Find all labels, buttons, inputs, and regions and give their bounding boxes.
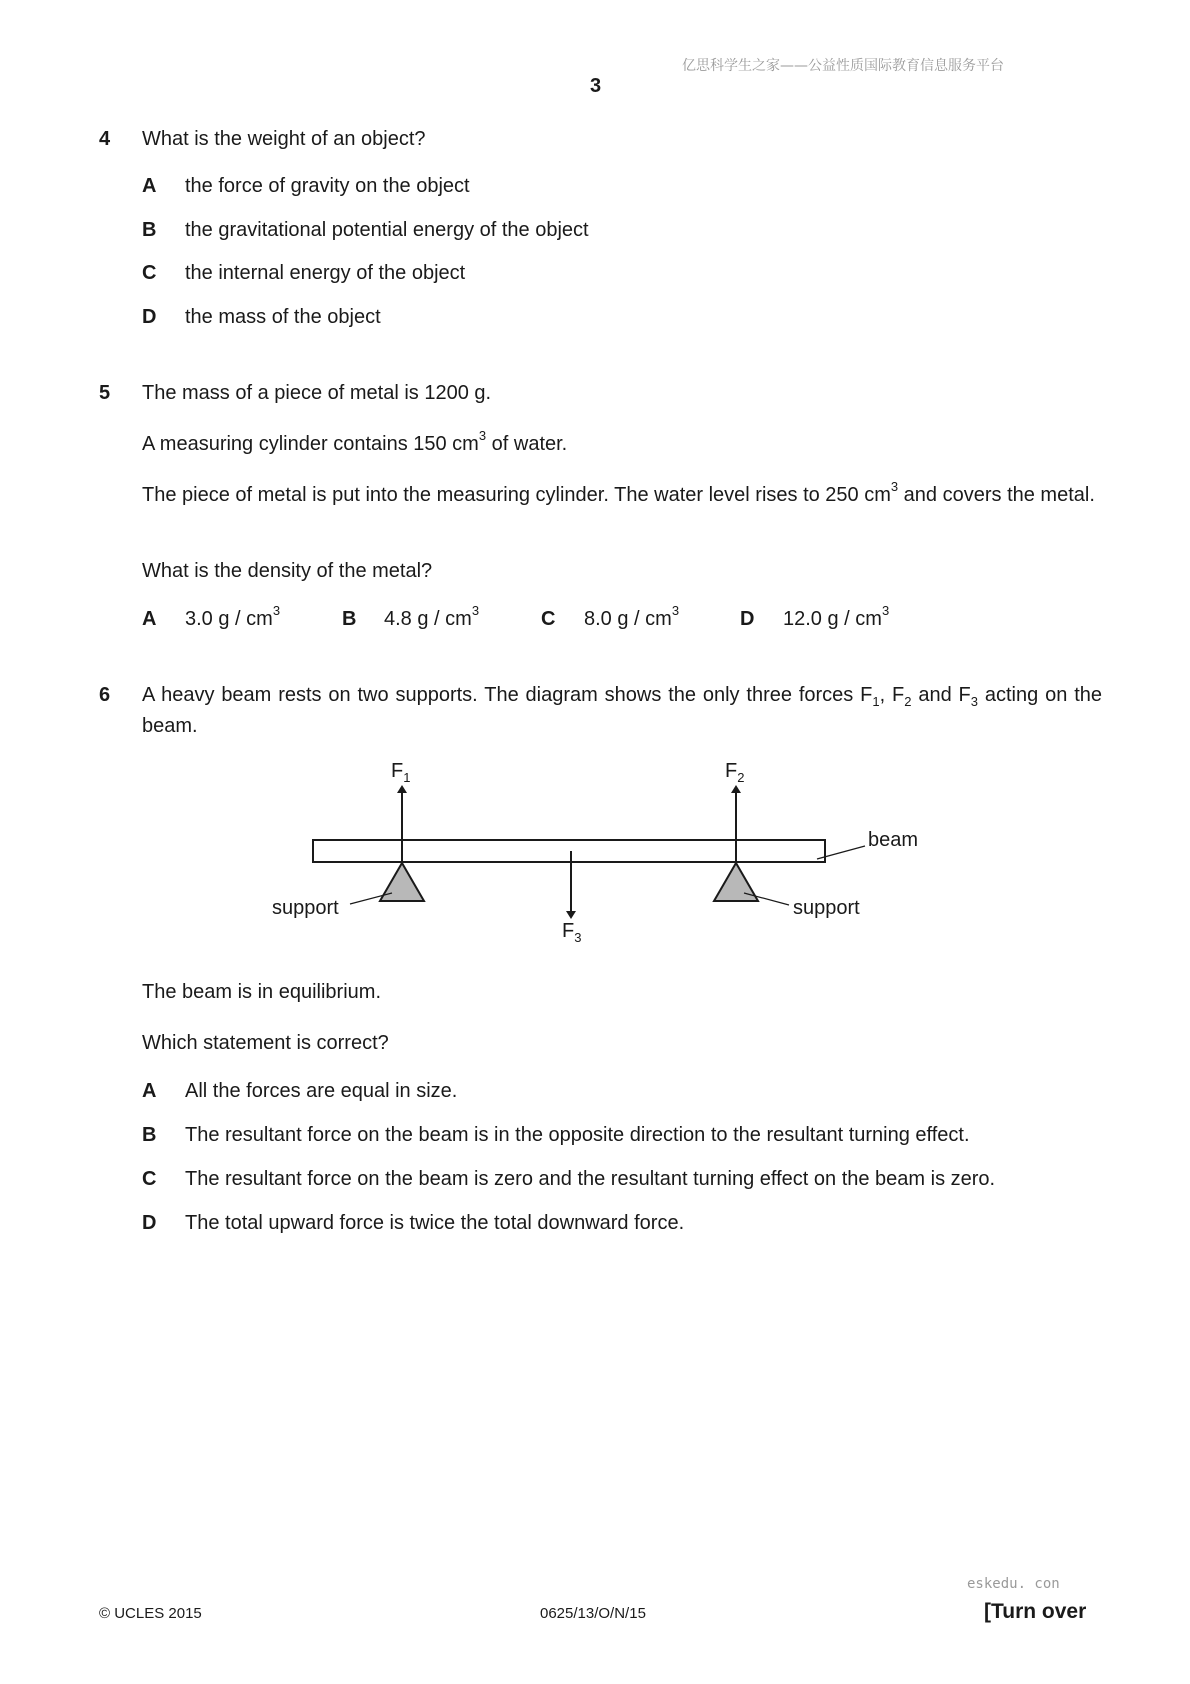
option-value-text: 3.0 g / cm (185, 608, 273, 630)
label-support-left: support (272, 897, 339, 919)
footer-code: 0625/13/O/N/15 (540, 1605, 646, 1622)
option-letter: D (740, 608, 755, 630)
text-run: A heavy beam rests on two supports. The diagram shows the only three forces F (142, 684, 873, 706)
text-run: and covers the metal. (898, 484, 1095, 506)
option-value-text: 4.8 g / cm (384, 608, 472, 630)
text-run: and F (911, 684, 971, 706)
footer-copyright: © UCLES 2015 (99, 1605, 202, 1622)
option-letter: B (342, 608, 357, 630)
support-left (380, 863, 424, 901)
subscript: 2 (904, 694, 912, 709)
option-letter: C (142, 262, 157, 284)
superscript: 3 (272, 603, 281, 619)
superscript: 3 (478, 428, 487, 444)
option-value-text: 12.0 g / cm (783, 608, 882, 630)
beam (313, 840, 825, 862)
text-run: acting on the beam. (142, 684, 1102, 737)
label-f2: $F_2$ (725, 760, 745, 785)
question-number: 5 (99, 382, 111, 404)
footer-watermark: eskedu. con (967, 1576, 1060, 1592)
option-text: the gravitational potential energy of the object (185, 219, 589, 241)
option-text: the mass of the object (185, 306, 381, 328)
subscript: 3 (970, 694, 979, 709)
page-number: 3 (590, 75, 602, 97)
option-letter: C (541, 608, 556, 630)
text-run: The piece of metal is put into the measuring cylinder. The water level rises to 250 cm (142, 484, 891, 506)
option-text: The total upward force is twice the total downward force. (185, 1212, 685, 1234)
statement-text: The beam is in equilibrium. (142, 981, 381, 1003)
question-number: 6 (99, 684, 111, 706)
option-letter: A (142, 175, 157, 197)
option-letter: B (142, 219, 157, 241)
text-run: , F (879, 684, 905, 706)
option-text: The resultant force on the beam is zero and the resultant turning effect on the beam is zero. (185, 1168, 996, 1190)
option-letter: D (142, 306, 157, 328)
question-number: 4 (99, 128, 111, 150)
subscript: 1 (872, 694, 880, 709)
turn-over: [Turn over (984, 1600, 1087, 1623)
option-letter: A (142, 608, 157, 630)
option-text: The resultant force on the beam is in the opposite direction to the resultant turning effect. (185, 1124, 970, 1146)
option-letter: D (142, 1212, 157, 1234)
option-text: All the forces are equal in size. (185, 1080, 458, 1102)
option-letter: B (142, 1124, 157, 1146)
superscript: 3 (881, 603, 890, 619)
label-f1: $F_1$ (391, 760, 411, 785)
option-text: the internal energy of the object (185, 262, 466, 284)
question-prompt: Which statement is correct? (142, 1032, 389, 1054)
header-watermark: 亿思科学生之家——公益性质国际教育信息服务平台 (682, 58, 1004, 74)
superscript: 3 (471, 603, 480, 619)
text-run: of water. (486, 433, 568, 455)
question-text: What is the weight of an object? (142, 128, 426, 150)
label-beam: beam (868, 829, 919, 851)
option-value-text: 8.0 g / cm (584, 608, 672, 630)
option-letter: C (142, 1168, 157, 1190)
text-run: A measuring cylinder contains 150 cm (142, 433, 479, 455)
superscript: 3 (671, 603, 680, 619)
label-support-right: support (793, 897, 860, 919)
option-letter: A (142, 1080, 157, 1102)
label-f3: $F_3$ (562, 920, 582, 945)
question-prompt: What is the density of the metal? (142, 560, 433, 582)
question-text: The mass of a piece of metal is 1200 g. (142, 382, 492, 404)
option-text: the force of gravity on the object (185, 175, 470, 197)
superscript: 3 (890, 479, 899, 495)
